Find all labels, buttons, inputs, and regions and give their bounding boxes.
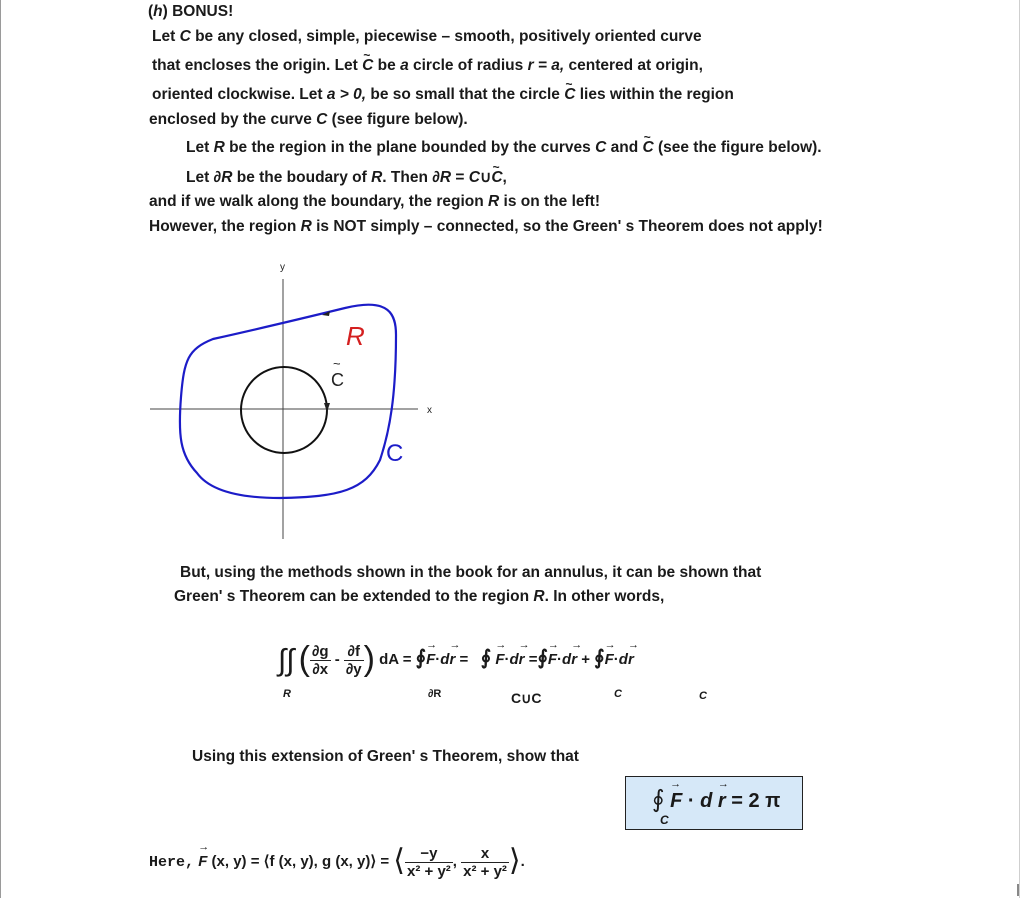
box-subscript-C: C (660, 813, 669, 827)
label-C-tilde: C (331, 370, 344, 390)
para1-line3: oriented clockwise. Let a > 0, be so small that the circle ~ C lies within the region (152, 86, 734, 104)
subscript-C: C (614, 688, 622, 700)
para2-line1: Let R be the region in the plane bounded by the curves C and ~ C (see the figure below). (186, 139, 822, 157)
para3-line1: But, using the methods shown in the book for an annulus, it can be shown that (180, 564, 762, 581)
bonus-heading: (h) BONUS! (148, 3, 234, 20)
double-integral-sign: ∫∫ (278, 644, 295, 677)
orientation-arrow-C-tilde (324, 403, 330, 412)
dA: dA = (379, 651, 412, 668)
para2-line4: However, the region R is NOT simply – connected, so the Green' s Theorem does not apply! (149, 218, 823, 235)
y-axis-label: y (280, 262, 285, 273)
fraction-f: $\frac{-y}{\text{x² + y²}}$ (407, 844, 451, 880)
extended-greens-equation: ∫∫ ( $\frac{\partial g}{\partial x}$ - $\frac{\partial f}{\partial y}$ ) dA = ∮→ F·d→ r = ∮ → F·d→ r =∮→ F·d→ r + ∮→ F·d→ r (278, 640, 634, 679)
page-right-border (1019, 0, 1020, 898)
label-C: C (386, 440, 404, 467)
subscript-C-tilde: C (699, 690, 707, 702)
x-axis-label: x (427, 405, 432, 416)
goal-box: ∮ → F · d → r = 2 π C (625, 776, 803, 830)
subscript-R: R (283, 688, 291, 700)
partial-f-y: $\frac{\partial f}{\partial y}$ (345, 642, 362, 678)
para1-line4: enclosed by the curve C (see figure below). (149, 111, 468, 128)
label-R: R (346, 321, 365, 351)
para1-line1: Let C be any closed, simple, piecewise – smooth, positively oriented curve (152, 28, 702, 45)
para2-line3: and if we walk along the boundary, the region R is on the left! (149, 193, 600, 210)
scrollbar-thumb[interactable] (1017, 884, 1019, 896)
para2-line2: Let ∂R be the boudary of R. Then ∂R = C∪~ C, (186, 168, 507, 187)
para3-line2: Green' s Theorem can be extended to the region R. In other words, (174, 588, 665, 605)
page-left-border (0, 0, 1, 898)
result-2pi: = 2 π (731, 790, 781, 812)
contour-integral-sign: ∮ (652, 786, 665, 813)
left-paren: ( (298, 640, 310, 678)
right-paren: ) (363, 640, 375, 678)
subscript-boundary-R: ∂R (428, 688, 442, 700)
subscript-C-union-C-tilde: C∪C (511, 690, 542, 706)
vector-field-definition: Here, → F (x, y) = ⟨f (x, y), g (x, y)⟩ = ⟨ $\frac{-y}{\text{x² + y²}}$ , $\frac{x}{\text{x² + y²}}$ ⟩. (149, 843, 525, 880)
para4-line1: Using this extension of Green' s Theorem, show that (192, 748, 579, 765)
fraction-g: $\frac{x}{\text{x² + y²}}$ (463, 844, 507, 880)
partial-g-x: $\frac{\partial g}{\partial x}$ (311, 642, 329, 678)
circle-C-tilde (241, 367, 327, 453)
tilde-mark: ~ (333, 356, 341, 371)
region-diagram (140, 255, 440, 545)
para1-line2: that encloses the origin. Let ~ C be a circle of radius r = a, centered at origin, (152, 57, 703, 75)
